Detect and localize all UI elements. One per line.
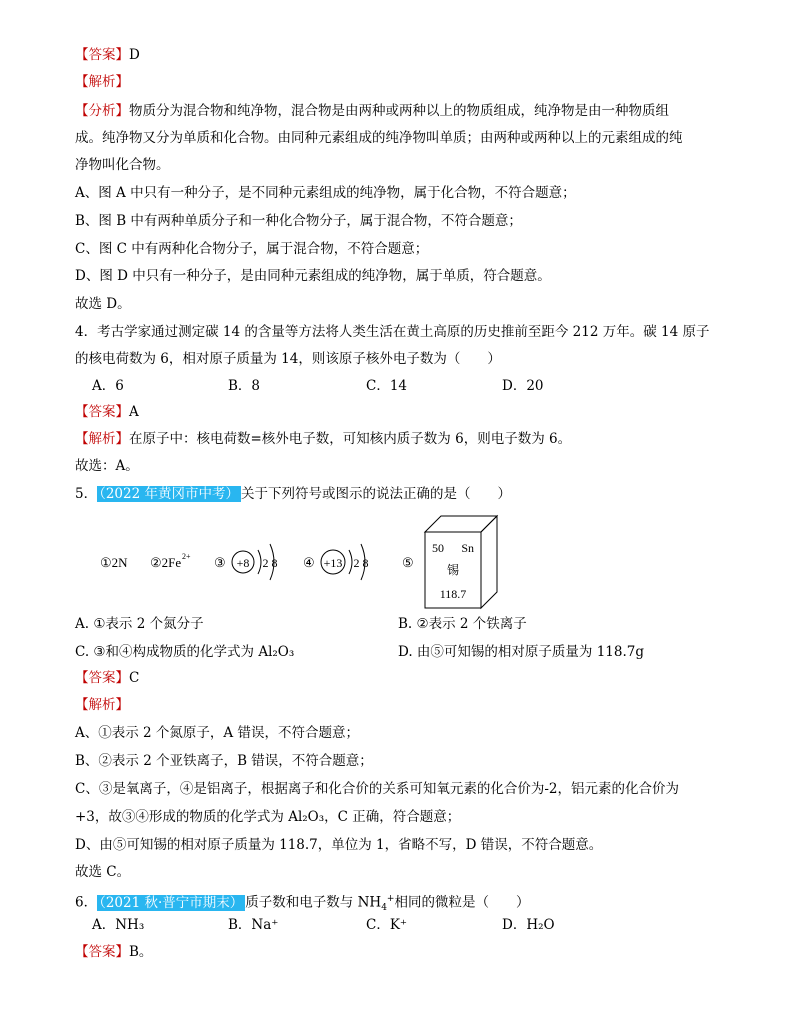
q4-option-b: B．8 [228, 378, 261, 394]
ion-4-shells: 2 8 [353, 556, 369, 570]
q6-option-b: B．Na⁺ [228, 917, 279, 933]
tile-name: 锡 [446, 563, 460, 577]
q5-analysis-a: A、①表示 2 个氮原子，A 错误，不符合题意； [75, 725, 359, 741]
q5-analysis-b: B、②表示 2 个亚铁离子，B 错误，不符合题意； [75, 753, 373, 769]
q5-analysis-label: 【解析】 [75, 697, 129, 713]
analysis-option-a: A、图 A 中只有一种分子，是不同种元素组成的纯净物，属于化合物，不符合题意； [75, 185, 576, 201]
tile-symbol: Sn [461, 541, 474, 555]
q5-conclusion: 故选 C。 [75, 864, 131, 880]
label-3: ③ [214, 555, 226, 570]
q4-stem-line2: 的核电荷数为 6，相对原子质量为 14，则该原子核外电子数为（ ） [75, 351, 501, 367]
q5-option-d: D. 由⑤可知锡的相对原子质量为 118.7g [398, 644, 645, 660]
q5-option-c: C. ③和④构成物质的化学式为 Al₂O₃ [75, 644, 295, 660]
tile-atomic-number: 50 [432, 541, 444, 555]
q6-stem: 6． （2021 秋·普宁市期末） 质子数和电子数与 $NH_4^+$相同的微粒是（ ） [75, 894, 530, 914]
ion-3-shells: 2 8 [262, 556, 278, 570]
q6-option-d: D．H₂O [502, 917, 555, 933]
symbol-2fe: ②2Fe [150, 555, 182, 570]
label-4: ④ [303, 555, 315, 570]
analysis-paragraph-2: 成。纯净物又分为单质和化合物。由同种元素组成的纯净物叫单质；由两种或两种以上的元素组成的纯 [75, 130, 683, 146]
q5-stem: 5． （2022 年黄冈市中考） 关于下列符号或图示的说法正确的是（ ） [75, 486, 511, 502]
q4-option-c: C．14 [366, 378, 408, 394]
q5-analysis-d: D、由⑤可知锡的相对原子质量为 118.7，单位为 1，省略不写，D 错误，不符合题意。 [75, 837, 603, 853]
analysis-option-c: C、图 C 中有两种化合物分子，属于混合物，不符合题意； [75, 241, 429, 257]
q4-analysis: 【解析】在原子中：核电荷数=核外电子数，可知核内质子数为 6，则电子数为 6。 [75, 431, 572, 447]
q6-option-a: A．NH₃ [92, 917, 145, 933]
answer-line: 【答案】D [75, 47, 140, 63]
symbol-2fe-charge: 2+ [182, 552, 191, 561]
q5-option-b: B. ②表示 2 个铁离子 [398, 616, 527, 632]
q4-option-a: A．6 [92, 378, 124, 394]
q6-answer: 【答案】B。 [75, 944, 153, 960]
analysis-option-d: D、图 D 中只有一种分子，是由同种元素组成的纯净物，属于单质，符合题意。 [75, 268, 551, 284]
q5-analysis-c1: C、③是氧离子，④是铝离子，根据离子和化合价的关系可知氧元素的化合价为-2，铝元素的化合价为 [75, 781, 679, 797]
q5-source-tag: （2022 年黄冈市中考） [99, 486, 239, 502]
analysis-option-b: B、图 B 中有两种单质分子和一种化合物分子，属于混合物，不符合题意； [75, 213, 522, 229]
ion-3-nucleus: +8 [236, 556, 250, 570]
analysis-label: 【解析】 [75, 74, 129, 90]
q4-stem-line1: 4．考古学家通过测定碳 14 的含量等方法将人类生活在黄土高原的历史推前至距今 212 万年。碳 14 原子 [75, 324, 710, 340]
analysis-paragraph-3: 净物叫化合物。 [75, 157, 170, 173]
q4-conclusion: 故选：A。 [75, 458, 139, 474]
tile-atomic-mass: 118.7 [439, 587, 467, 601]
label-5: ⑤ [402, 555, 414, 570]
element-tile-tin [425, 516, 497, 608]
ion-structure-3 [232, 544, 278, 580]
q5-answer: 【答案】C [75, 670, 140, 686]
q5-option-a: A. ①表示 2 个氮分子 [75, 616, 204, 632]
q6-option-c: C．K⁺ [366, 917, 408, 933]
conclusion: 故选 D。 [75, 296, 131, 312]
symbol-2n: ①2N [100, 555, 128, 570]
q4-option-d: D．20 [502, 378, 544, 394]
q5-figure [100, 512, 530, 612]
q4-answer: 【答案】A [75, 404, 139, 420]
ion-structure-4 [321, 544, 369, 580]
q6-source-tag: （2021 秋·普宁市期末） [99, 894, 244, 911]
ion-4-nucleus: +13 [323, 556, 343, 570]
analysis-paragraph-1: 【分析】物质分为混合物和纯净物，混合物是由两种或两种以上的物质组成，纯净物是由一种物质组 [75, 103, 669, 119]
q5-analysis-c2: +3，故③④形成的物质的化学式为 Al₂O₃，C 正确，符合题意； [75, 809, 461, 825]
